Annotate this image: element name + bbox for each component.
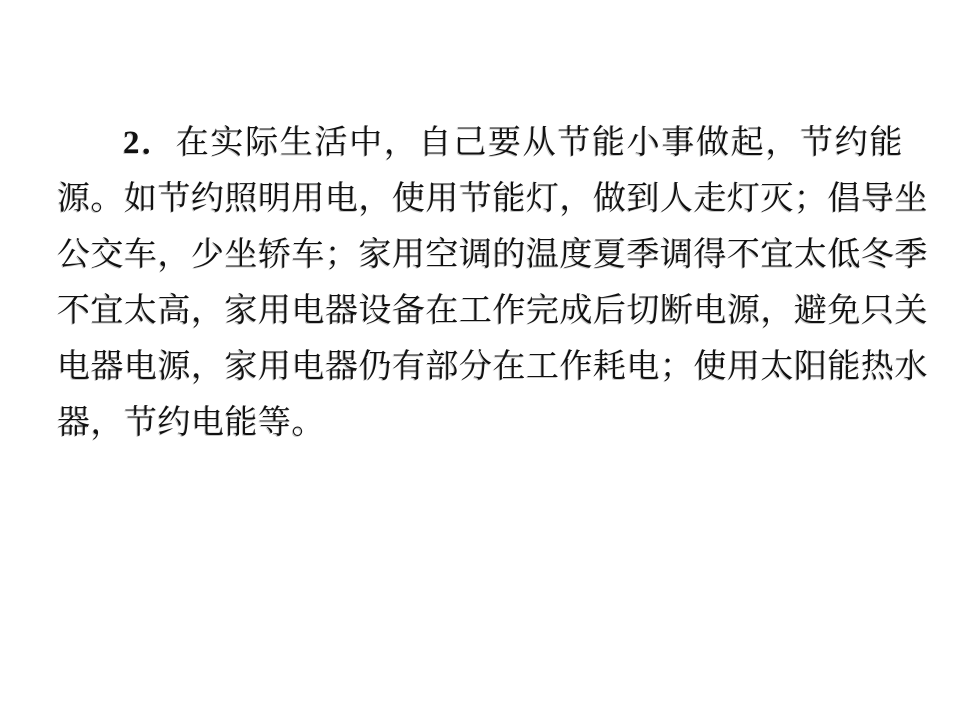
- paragraph-line: 不宜太高，家用电器设备在工作完成后切断电源，避免只关: [57, 293, 928, 329]
- paragraph: [57, 115, 928, 451]
- paragraph-line-text: 在实际生活中，自己要从节能小事做起，节约能: [175, 125, 904, 161]
- paragraph-line: 源。如节约照明用电，使用节能灯，做到人走灯灭；倡导坐: [57, 181, 928, 217]
- item-number: 2．: [123, 125, 176, 161]
- paragraph-line: 器，节约电能等。: [57, 405, 325, 441]
- paragraph-line: [57, 115, 903, 171]
- paragraph-line: 公交车，少坐轿车；家用空调的温度夏季调得不宜太低冬季: [57, 237, 928, 273]
- paragraph-line: 电器电源，家用电器仍有部分在工作耗电；使用太阳能热水: [57, 349, 928, 385]
